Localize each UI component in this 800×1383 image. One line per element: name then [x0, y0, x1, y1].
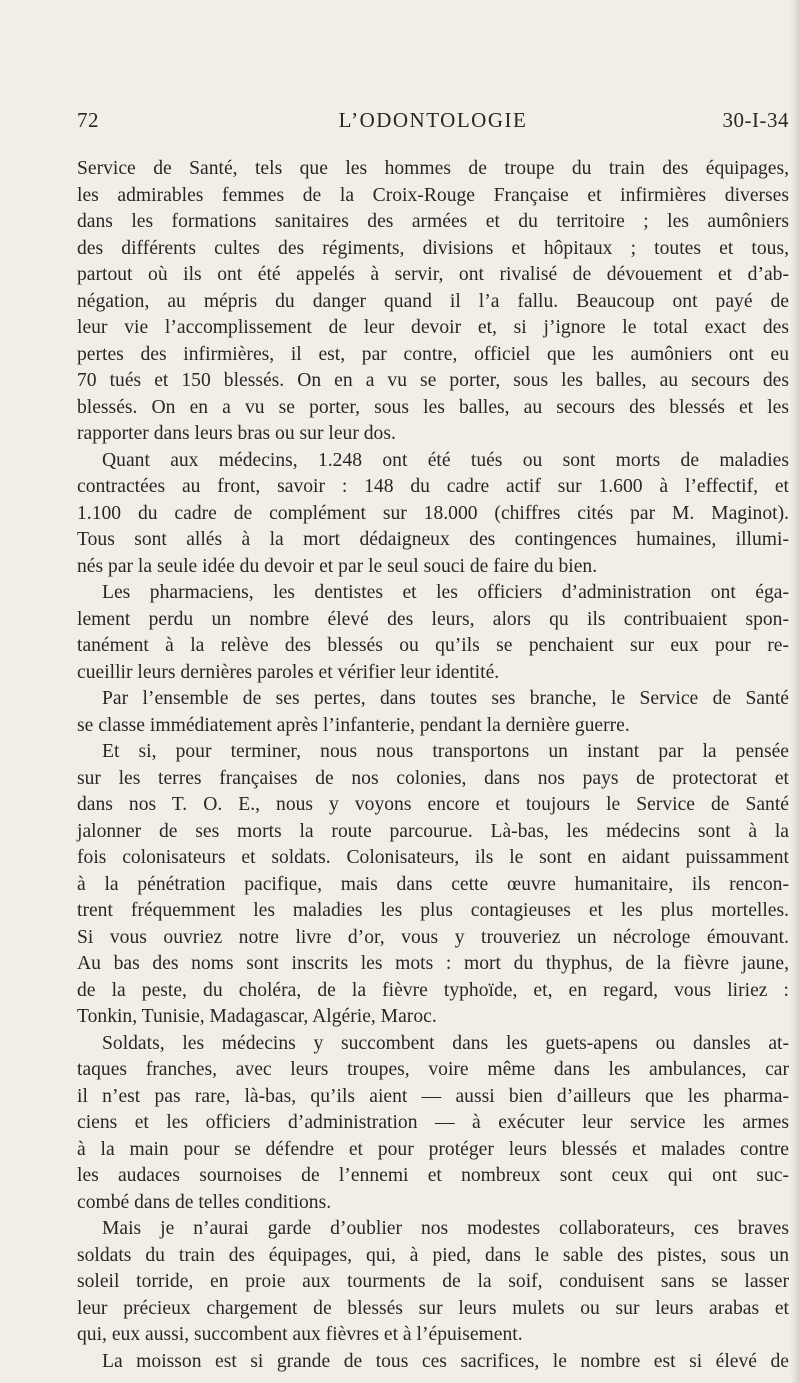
text-line: Au bas des noms sont inscrits les mots : mort du thyphus, de la fièvre jaune, — [77, 953, 789, 974]
text-line: La moisson est si grande de tous ces sacrifices, le nombre est si élevé de — [102, 1350, 789, 1372]
text-line: tanément à la relève des blessés ou qu’ils se penchaient sur eux pour re- — [77, 635, 789, 656]
text-line: Soldats, les médecins y succombent dans les guets-apens ou dansles at- — [102, 1032, 789, 1054]
running-header — [77, 108, 789, 138]
text-line: Service de Santé, tels que les hommes de troupe du train des équipages, — [77, 158, 789, 179]
text-line: se classe immédiatement après l’infanterie, pendant la dernière guerre. — [77, 714, 630, 736]
text-line: lement perdu un nombre élevé des leurs, alors qu ils contribuaient spon- — [77, 608, 789, 630]
text-line: soldats du train des équipages, qui, à pied, dans le sable des pistes, sous un — [77, 1244, 789, 1266]
text-line: leur précieux chargement de blessés sur leurs mulets ou sur leurs arabas et — [77, 1297, 789, 1319]
page-number: 72 — [77, 108, 99, 132]
text-line: à la pénétration pacifique, mais dans cette œuvre humanitaire, ils rencon- — [77, 873, 789, 895]
text-line: Par l’ensemble de ses pertes, dans toutes ses branche, le Service de Santé — [102, 688, 789, 709]
text-line: qui, eux aussi, succombent aux fièvres et à l’épuisement. — [77, 1324, 523, 1345]
text-line: dans les formations sanitaires des armées et du territoire ; les aumôniers — [77, 211, 789, 232]
text-line: à la main pour se défendre et pour protéger leurs blessés et malades contre — [77, 1138, 789, 1160]
text-line: Mais je n’aurai garde d’oublier nos modestes collaborateurs, ces braves — [102, 1218, 789, 1239]
text-line: blessés. On en a vu se porter, sous les balles, au secours des blessés et les — [77, 396, 789, 418]
issue-date: 30-I-34 — [722, 108, 789, 132]
text-line: jalonner de ses morts la route parcourue. Là-bas, les médecins sont à la — [77, 820, 789, 842]
text-line: de la peste, du choléra, de la fièvre typhoïde, et, en regard, vous liriez : — [77, 979, 789, 1001]
text-line: leur vie l’accomplissement de leur devoir et, si j’ignore le total exact des — [77, 317, 789, 338]
text-line: contractées au front, savoir : 148 du cadre actif sur 1.600 à l’effectif, et — [77, 476, 789, 497]
text-line: cueillir leurs dernières paroles et vérifier leur identité. — [77, 661, 500, 683]
text-line: il n’est pas rare, là-bas, qu’ils aient — aussi bien d’ailleurs que les pharma- — [77, 1085, 789, 1107]
text-line: négation, au mépris du danger quand il l’a fallu. Beaucoup ont payé de — [77, 290, 789, 312]
text-line: fois colonisateurs et soldats. Colonisateurs, ils le sont en aidant puissamment — [77, 847, 789, 868]
text-line: 70 tués et 150 blessés. On en a vu se porter, sous les balles, au secours des — [77, 370, 789, 391]
text-line: des différents cultes des régiments, divisions et hôpitaux ; toutes et tous, — [77, 237, 789, 259]
text-line: trent fréquemment les maladies les plus contagieuses et les plus mortelles. — [77, 900, 789, 921]
text-line: Et si, pour terminer, nous nous transportons un instant par la pensée — [102, 741, 789, 762]
text-line: rapporter dans leurs bras ou sur leur dos. — [77, 423, 396, 444]
body-text — [77, 156, 789, 1375]
text-line: Tonkin, Tunisie, Madagascar, Algérie, Maroc. — [77, 1006, 437, 1027]
text-line: Si vous ouvriez notre livre d’or, vous y trouveriez un nécrologe émouvant. — [77, 926, 789, 948]
text-line: Tous sont allés à la mort dédaigneux des contingences humaines, illumi- — [77, 529, 789, 550]
text-line: Les pharmaciens, les dentistes et les officiers d’administration ont éga- — [102, 582, 789, 603]
text-line: taques franches, avec leurs troupes, voire même dans les ambulances, car — [77, 1059, 789, 1080]
text-line: pertes des infirmières, il est, par contre, officiel que les aumôniers ont eu — [77, 343, 789, 365]
text-line: sur les terres françaises de nos colonies, dans nos pays de protectorat et — [77, 767, 789, 789]
text-line: 1.100 du cadre de complément sur 18.000 (chiffres cités par M. Maginot). — [77, 502, 789, 524]
page-edge-shadow — [790, 0, 800, 1383]
text-line: combé dans de telles conditions. — [77, 1191, 332, 1213]
journal-title: L’ODONTOLOGIE — [338, 108, 528, 132]
text-line: les audaces sournoises de l’ennemi et nombreux sont ceux qui ont suc- — [77, 1165, 789, 1186]
text-line: soleil torride, en proie aux tourments de la soif, conduisent sans se lasser — [77, 1271, 789, 1292]
text-line: les admirables femmes de la Croix-Rouge Française et infirmières diverses — [77, 184, 789, 206]
text-line: Quant aux médecins, 1.248 ont été tués ou sont morts de maladies — [102, 449, 789, 471]
text-line: ciens et les officiers d’administration — à exécuter leur service les armes — [77, 1112, 789, 1133]
text-line: dans nos T. O. E., nous y voyons encore et toujours le Service de Santé — [77, 794, 789, 815]
text-line: partout où ils ont été appelés à servir, ont rivalisé de dévouement et d’ab- — [77, 264, 789, 285]
text-line: nés par la seule idée du devoir et par le seul souci de faire du bien. — [77, 555, 598, 577]
